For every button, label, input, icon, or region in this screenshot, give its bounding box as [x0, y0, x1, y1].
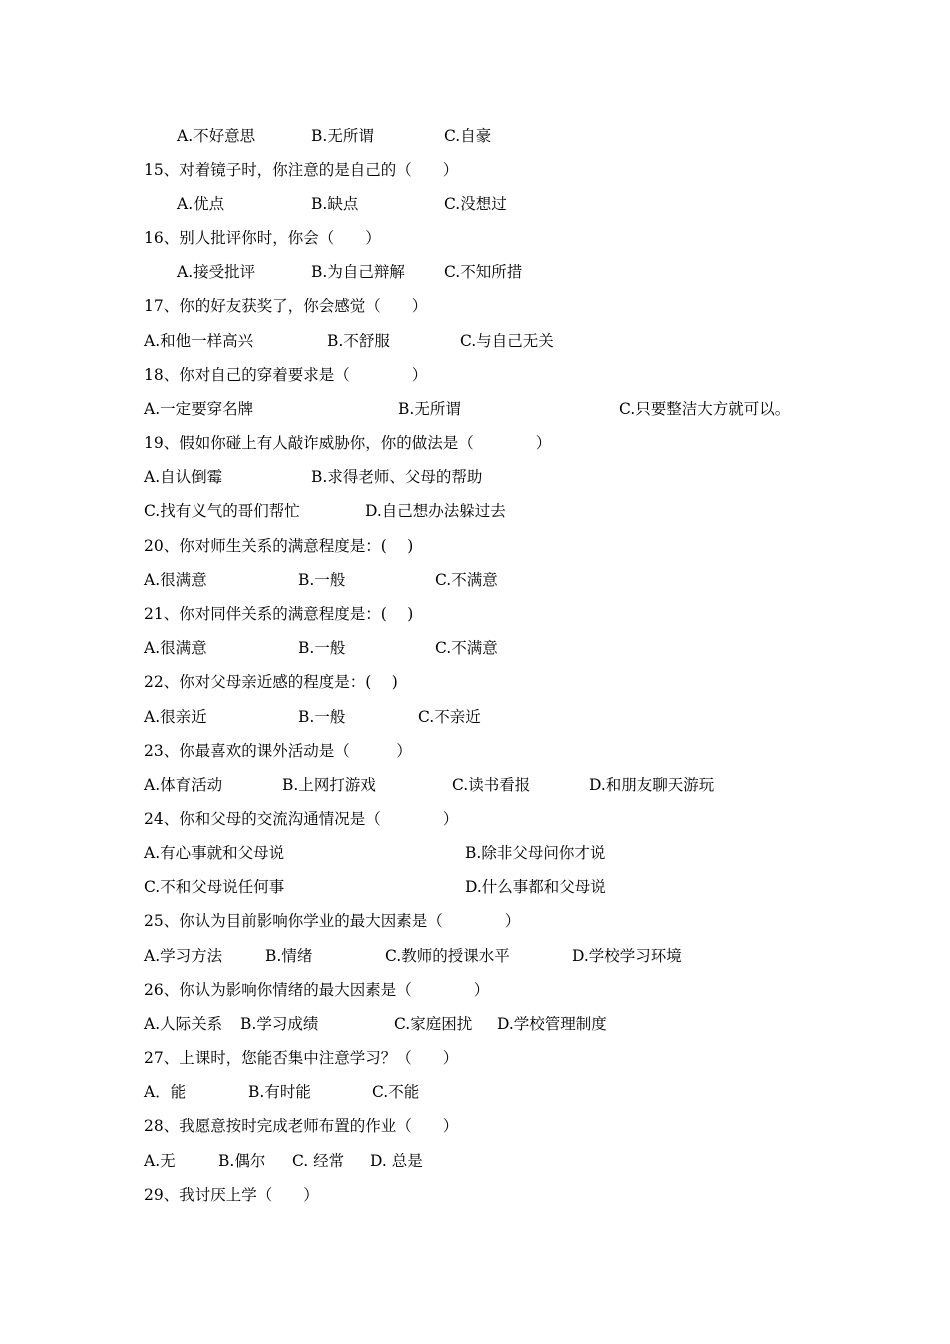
q14-options [0, 121, 950, 151]
question-text: 27、上课时，您能否集中注意学习？（ ） [144, 1049, 459, 1067]
option-c: C.不能 [372, 1083, 420, 1101]
question-text: 21、你对同伴关系的满意程度是：( ) [144, 605, 414, 623]
question-17 [0, 291, 950, 321]
option-a: A.很满意 [144, 571, 207, 589]
q21-options [0, 633, 950, 663]
option-b: B.学习成绩 [240, 1015, 319, 1033]
q23-options [0, 770, 950, 800]
option-c: C.读书看报 [452, 776, 531, 794]
option-d: D.和朋友聊天游玩 [589, 776, 715, 794]
question-28 [0, 1111, 950, 1141]
option-c: C.自豪 [444, 127, 492, 145]
question-23 [0, 736, 950, 766]
option-b: B.缺点 [311, 195, 359, 213]
q22-options [0, 702, 950, 732]
option-b: B.除非父母问你才说 [465, 844, 606, 862]
option-c: C.找有义气的哥们帮忙 [144, 502, 300, 520]
option-c: C.教师的授课水平 [385, 947, 510, 965]
option-b: B.上网打游戏 [282, 776, 376, 794]
question-29 [0, 1180, 950, 1210]
option-b: B.无所谓 [398, 400, 461, 418]
option-a: A.优点 [177, 195, 225, 213]
option-d: D. 总是 [370, 1152, 423, 1170]
question-text: 23、你最喜欢的课外活动是（ ） [144, 742, 412, 760]
q26-options [0, 1009, 950, 1039]
question-text: 22、你对父母亲近感的程度是：( ) [144, 673, 398, 691]
q18-options [0, 394, 950, 424]
option-c: C.家庭困扰 [394, 1015, 473, 1033]
option-c: C.不亲近 [418, 708, 481, 726]
q19-options-ab [0, 462, 950, 492]
question-text: 16、别人批评你时，你会（ ） [144, 229, 381, 247]
question-27 [0, 1043, 950, 1073]
option-a: A.不好意思 [177, 127, 256, 145]
option-a: A.接受批评 [177, 263, 256, 281]
option-d: D.什么事都和父母说 [465, 878, 606, 896]
question-text: 18、你对自己的穿着要求是（ ） [144, 366, 428, 384]
option-a: A.体育活动 [144, 776, 223, 794]
option-a: A.自认倒霉 [144, 468, 223, 486]
question-25 [0, 906, 950, 936]
option-b: B.有时能 [248, 1083, 311, 1101]
option-c: C.不满意 [435, 639, 498, 657]
q16-options [0, 257, 950, 287]
option-b: B.一般 [298, 571, 346, 589]
question-16 [0, 223, 950, 253]
q28-options [0, 1146, 950, 1176]
option-a: A.无 [144, 1152, 176, 1170]
question-text: 29、我讨厌上学（ ） [144, 1186, 319, 1204]
option-a: A.和他一样高兴 [144, 332, 254, 350]
option-a: A.学习方法 [144, 947, 223, 965]
option-c: C.没想过 [444, 195, 507, 213]
question-text: 28、我愿意按时完成老师布置的作业（ ） [144, 1117, 459, 1135]
q24-options-cd [0, 872, 950, 902]
question-15 [0, 155, 950, 185]
option-a: A.很亲近 [144, 708, 207, 726]
option-a: A．能 [144, 1083, 187, 1101]
option-b: B.无所谓 [311, 127, 374, 145]
option-a: A.一定要穿名牌 [144, 400, 254, 418]
q17-options [0, 326, 950, 356]
question-text: 26、你认为影响你情绪的最大因素是（ ） [144, 981, 490, 999]
q15-options [0, 189, 950, 219]
option-c: C.与自己无关 [460, 332, 554, 350]
option-b: B.不舒服 [327, 332, 390, 350]
option-d: D.学校管理制度 [497, 1015, 607, 1033]
question-text: 20、你对师生关系的满意程度是：( ) [144, 537, 414, 555]
option-b: B.一般 [298, 639, 346, 657]
option-b: B.偶尔 [218, 1152, 266, 1170]
option-a: A.很满意 [144, 639, 207, 657]
option-b: B.情绪 [265, 947, 313, 965]
option-a: A.有心事就和父母说 [144, 844, 285, 862]
q25-options [0, 941, 950, 971]
q24-options-ab [0, 838, 950, 868]
option-d: D.学校学习环境 [572, 947, 682, 965]
option-b: B.一般 [298, 708, 346, 726]
question-24 [0, 804, 950, 834]
q19-options-cd [0, 496, 950, 526]
q20-options [0, 565, 950, 595]
option-c: C. 经常 [292, 1152, 345, 1170]
question-26 [0, 975, 950, 1005]
question-text: 17、你的好友获奖了，你会感觉（ ） [144, 297, 428, 315]
question-20 [0, 531, 950, 561]
option-c: C.不和父母说任何事 [144, 878, 285, 896]
q27-options [0, 1077, 950, 1107]
option-b: B.为自己辩解 [311, 263, 405, 281]
option-b: B.求得老师、父母的帮助 [311, 468, 483, 486]
question-21 [0, 599, 950, 629]
question-22 [0, 667, 950, 697]
option-a: A.人际关系 [144, 1015, 223, 1033]
question-19 [0, 428, 950, 458]
question-18 [0, 360, 950, 390]
option-c: C.不满意 [435, 571, 498, 589]
option-c: C.不知所措 [444, 263, 523, 281]
question-text: 25、你认为目前影响你学业的最大因素是（ ） [144, 912, 521, 930]
question-text: 19、假如你碰上有人敲诈威胁你，你的做法是（ ） [144, 434, 552, 452]
option-c: C.只要整洁大方就可以。 [619, 400, 791, 418]
option-d: D.自己想办法躲过去 [365, 502, 506, 520]
question-text: 15、对着镜子时，你注意的是自己的（ ） [144, 161, 459, 179]
question-text: 24、你和父母的交流沟通情况是（ ） [144, 810, 459, 828]
